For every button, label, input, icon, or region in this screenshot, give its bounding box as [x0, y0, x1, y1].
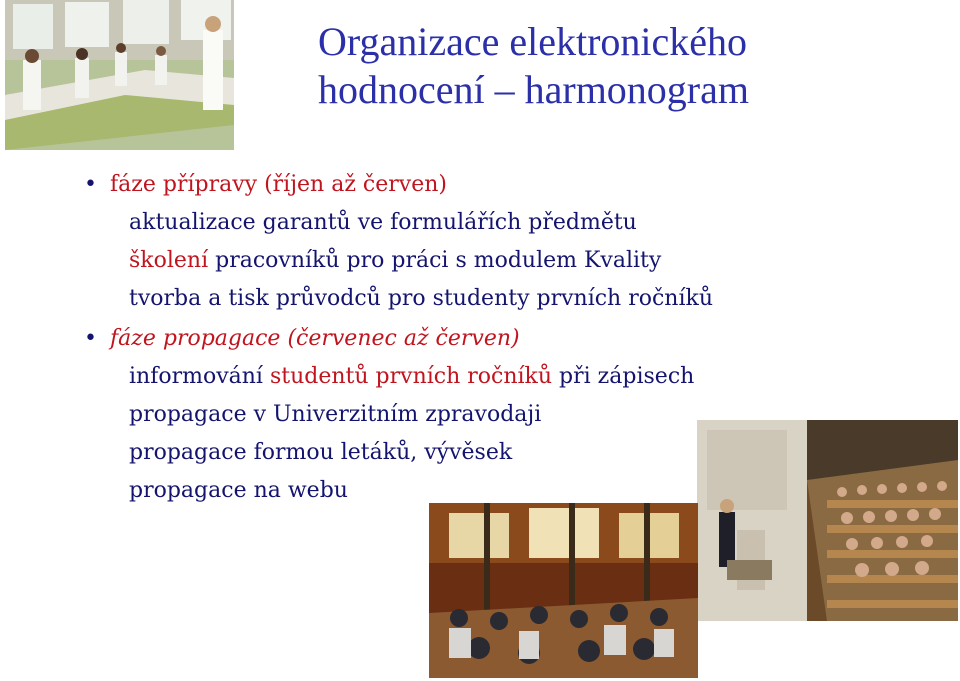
list-item-text: informování [129, 364, 270, 389]
photo-lecture-hall [697, 420, 958, 621]
phase-heading-preparation: fáze přípravy (říjen až červen) [110, 172, 447, 197]
slide-title [318, 18, 749, 114]
list-item-highlight: studentů prvních ročníků [269, 364, 553, 389]
list-item: propagace formou letáků, vývěsek [129, 440, 513, 465]
list-item [129, 246, 661, 276]
slide-title-line-1: Organizace elektronického [318, 19, 748, 64]
photo-canteen [429, 503, 698, 678]
list-item [129, 362, 694, 392]
phase-heading-promotion: fáze propagace (červenec až červen) [110, 326, 520, 351]
list-item-text: při zápisech [552, 364, 695, 389]
photo-laboratory [5, 0, 234, 150]
list-item: tvorba a tisk průvodců pro studenty prvních ročníků [129, 286, 714, 311]
list-item: aktualizace garantů ve formulářích předmětu [129, 210, 637, 235]
bullet-marker: • [84, 172, 97, 197]
list-item-text: pracovníků pro práci s modulem Kvality [208, 248, 662, 273]
list-item: propagace v Univerzitním zpravodaji [129, 402, 542, 427]
bullet-marker: • [84, 326, 97, 351]
list-item: propagace na webu [129, 478, 348, 503]
slide-title-line-2: hodnocení – harmonogram [318, 67, 749, 112]
list-item-highlight: školení [129, 248, 209, 273]
